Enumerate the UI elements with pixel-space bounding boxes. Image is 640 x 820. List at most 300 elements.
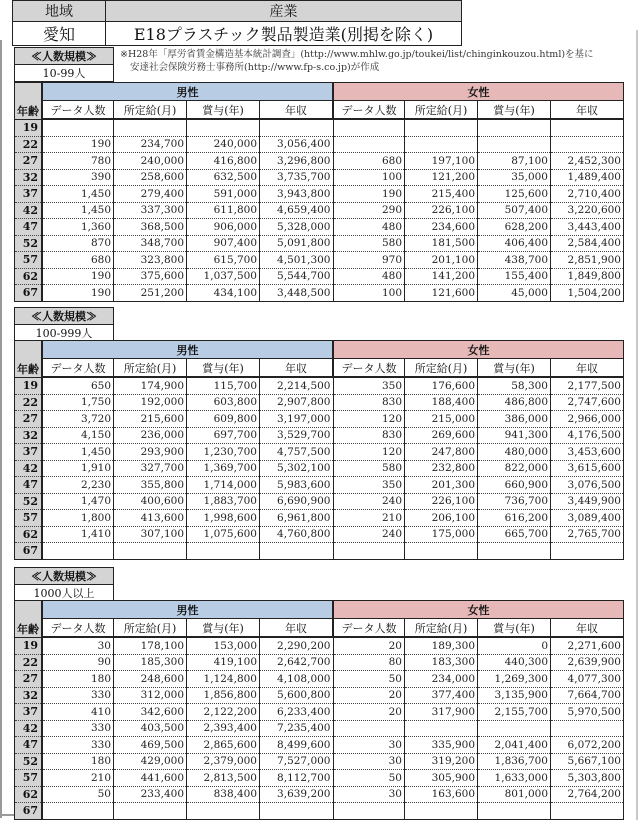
male-value-cell: 178,100	[114, 637, 187, 654]
table-row	[15, 169, 624, 186]
female-value-cell: 210	[333, 510, 405, 527]
female-value-cell: 580	[333, 460, 405, 477]
female-column-header: データ人数	[333, 619, 405, 638]
male-value-cell: 907,400	[187, 235, 260, 252]
female-value-cell: 580	[333, 235, 405, 252]
table-row	[15, 136, 624, 153]
female-value-cell	[478, 803, 551, 820]
table-row	[15, 444, 624, 461]
female-value-cell: 4,077,300	[551, 671, 624, 688]
table-row	[15, 637, 624, 654]
male-value-cell: 870	[42, 235, 114, 252]
male-value-cell: 4,760,800	[260, 526, 334, 543]
female-value-cell: 215,000	[405, 411, 478, 428]
male-value-cell	[114, 119, 187, 136]
page-frame-left	[0, 40, 6, 818]
male-value-cell: 3,735,700	[260, 169, 334, 186]
size-box	[14, 307, 114, 342]
male-value-cell: 441,600	[114, 770, 187, 787]
male-value-cell: 2,122,200	[187, 704, 260, 721]
male-value-cell: 115,700	[187, 377, 260, 394]
female-value-cell: 350	[333, 477, 405, 494]
male-value-cell: 4,659,400	[260, 202, 334, 219]
male-value-cell: 6,233,400	[260, 704, 334, 721]
female-value-cell: 175,000	[405, 526, 478, 543]
male-value-cell: 153,000	[187, 637, 260, 654]
table-row	[15, 753, 624, 770]
female-value-cell: 206,100	[405, 510, 478, 527]
female-value-cell: 141,200	[405, 268, 478, 285]
female-value-cell: 189,300	[405, 637, 478, 654]
female-value-cell: 6,072,200	[551, 737, 624, 754]
female-value-cell: 20	[333, 637, 405, 654]
female-value-cell: 188,400	[405, 394, 478, 411]
male-value-cell: 233,400	[114, 786, 187, 803]
source-note-line1: ※H28年「厚労省賃金構造基本統計調査」(http://www.mhlw.go.jp/toukei/list/chinginkouzou.html)を基に	[120, 49, 594, 60]
female-value-cell	[405, 119, 478, 136]
table-row	[15, 153, 624, 170]
female-value-cell: 2,041,400	[478, 737, 551, 754]
age-cell: 57	[15, 770, 43, 787]
male-value-cell: 50	[42, 786, 114, 803]
female-value-cell	[551, 720, 624, 737]
age-cell: 42	[15, 460, 43, 477]
age-cell: 62	[15, 786, 43, 803]
age-header: 年齢	[15, 83, 43, 120]
size-value: 1000人以上	[15, 585, 114, 602]
male-value-cell: 3,448,500	[260, 285, 334, 302]
female-value-cell: 486,800	[478, 394, 551, 411]
female-value-cell: 2,452,300	[551, 153, 624, 170]
female-value-cell	[333, 119, 405, 136]
male-value-cell: 1,856,800	[187, 687, 260, 704]
male-value-cell: 8,499,600	[260, 737, 334, 754]
female-value-cell: 226,100	[405, 493, 478, 510]
table-row	[15, 377, 624, 394]
age-cell: 47	[15, 477, 43, 494]
age-cell: 47	[15, 737, 43, 754]
table-row	[15, 803, 624, 820]
male-value-cell: 1,470	[42, 493, 114, 510]
male-value-cell	[42, 543, 114, 560]
female-value-cell	[478, 543, 551, 560]
age-cell: 47	[15, 219, 43, 236]
salary-table	[14, 82, 624, 302]
male-value-cell: 416,800	[187, 153, 260, 170]
table-row	[15, 493, 624, 510]
female-value-cell: 181,500	[405, 235, 478, 252]
table-row	[15, 720, 624, 737]
age-cell: 22	[15, 394, 43, 411]
female-value-cell: 121,200	[405, 169, 478, 186]
table-row	[15, 704, 624, 721]
male-value-cell: 697,700	[187, 427, 260, 444]
male-value-cell	[42, 119, 114, 136]
table-row	[15, 202, 624, 219]
female-value-cell: 2,639,900	[551, 654, 624, 671]
female-value-cell: 830	[333, 427, 405, 444]
male-value-cell: 4,108,000	[260, 671, 334, 688]
table-row	[15, 654, 624, 671]
male-value-cell: 174,900	[114, 377, 187, 394]
female-value-cell: 247,800	[405, 444, 478, 461]
female-value-cell: 3,089,400	[551, 510, 624, 527]
male-value-cell: 780	[42, 153, 114, 170]
male-value-cell: 185,300	[114, 654, 187, 671]
male-value-cell: 1,750	[42, 394, 114, 411]
male-value-cell: 3,529,700	[260, 427, 334, 444]
male-value-cell: 251,200	[114, 285, 187, 302]
male-value-cell: 5,302,100	[260, 460, 334, 477]
male-value-cell: 3,296,800	[260, 153, 334, 170]
male-value-cell	[260, 543, 334, 560]
female-value-cell	[551, 543, 624, 560]
male-value-cell: 368,500	[114, 219, 187, 236]
female-value-cell: 1,849,800	[551, 268, 624, 285]
female-value-cell: 377,400	[405, 687, 478, 704]
female-value-cell: 232,800	[405, 460, 478, 477]
female-value-cell: 45,000	[478, 285, 551, 302]
female-value-cell: 1,269,300	[478, 671, 551, 688]
table-row	[15, 510, 624, 527]
male-value-cell: 7,527,000	[260, 753, 334, 770]
female-value-cell: 1,504,200	[551, 285, 624, 302]
male-value-cell: 1,230,700	[187, 444, 260, 461]
male-value-cell: 30	[42, 637, 114, 654]
male-value-cell: 1,450	[42, 202, 114, 219]
female-column-header: データ人数	[333, 359, 405, 378]
male-value-cell: 390	[42, 169, 114, 186]
female-column-header: 所定給(月)	[405, 619, 478, 638]
age-cell: 67	[15, 543, 43, 560]
male-value-cell: 348,700	[114, 235, 187, 252]
female-value-cell: 440,300	[478, 654, 551, 671]
age-cell: 52	[15, 235, 43, 252]
male-value-cell: 234,700	[114, 136, 187, 153]
male-value-cell: 5,328,000	[260, 219, 334, 236]
age-cell: 27	[15, 153, 43, 170]
table-row	[15, 219, 624, 236]
female-value-cell: 2,177,500	[551, 377, 624, 394]
female-value-cell: 226,100	[405, 202, 478, 219]
male-value-cell	[187, 119, 260, 136]
male-value-cell: 1,360	[42, 219, 114, 236]
female-value-cell: 87,100	[478, 153, 551, 170]
table-row	[15, 526, 624, 543]
region-value: 愛知	[13, 22, 106, 46]
male-value-cell: 838,400	[187, 786, 260, 803]
female-value-cell: 319,200	[405, 753, 478, 770]
female-column-header: 賞与(年)	[478, 619, 551, 638]
male-value-cell: 330	[42, 737, 114, 754]
female-value-cell: 100	[333, 169, 405, 186]
female-column-header: 年収	[551, 619, 624, 638]
female-value-cell: 665,700	[478, 526, 551, 543]
female-value-cell: 1,489,400	[551, 169, 624, 186]
male-column-header: 所定給(月)	[114, 101, 187, 120]
female-value-cell	[333, 136, 405, 153]
male-value-cell: 337,300	[114, 202, 187, 219]
male-value-cell: 7,235,400	[260, 720, 334, 737]
male-value-cell: 2,290,200	[260, 637, 334, 654]
male-value-cell: 603,800	[187, 394, 260, 411]
male-column-header: データ人数	[42, 619, 114, 638]
industry-value: E18プラスチック製品製造業(別掲を除く)	[106, 22, 462, 46]
female-value-cell: 50	[333, 671, 405, 688]
age-cell: 52	[15, 753, 43, 770]
male-value-cell: 248,600	[114, 671, 187, 688]
female-column-header: データ人数	[333, 101, 405, 120]
male-value-cell: 1,450	[42, 444, 114, 461]
male-value-cell	[260, 119, 334, 136]
age-cell: 19	[15, 377, 43, 394]
male-header: 男性	[42, 341, 333, 359]
table-row	[15, 477, 624, 494]
male-value-cell: 3,056,400	[260, 136, 334, 153]
male-value-cell: 327,700	[114, 460, 187, 477]
male-column-header: 所定給(月)	[114, 359, 187, 378]
male-value-cell: 190	[42, 268, 114, 285]
age-cell: 67	[15, 285, 43, 302]
size-value: 100-999人	[15, 325, 114, 342]
male-value-cell	[260, 803, 334, 820]
female-value-cell: 240	[333, 526, 405, 543]
age-cell: 37	[15, 186, 43, 203]
male-value-cell: 180	[42, 671, 114, 688]
male-value-cell: 403,500	[114, 720, 187, 737]
female-value-cell: 183,300	[405, 654, 478, 671]
female-value-cell: 3,615,600	[551, 460, 624, 477]
female-value-cell: 30	[333, 753, 405, 770]
female-value-cell: 628,200	[478, 219, 551, 236]
male-value-cell: 240,000	[114, 153, 187, 170]
female-value-cell: 0	[478, 637, 551, 654]
female-value-cell: 480	[333, 219, 405, 236]
female-value-cell	[478, 136, 551, 153]
male-value-cell: 2,230	[42, 477, 114, 494]
female-value-cell: 163,600	[405, 786, 478, 803]
male-value-cell: 680	[42, 252, 114, 269]
male-value-cell: 5,983,600	[260, 477, 334, 494]
male-value-cell: 279,400	[114, 186, 187, 203]
size-label: ≪人数規模≫	[15, 568, 114, 585]
male-column-header: 年収	[260, 101, 334, 120]
male-column-header: 年収	[260, 359, 334, 378]
salary-table	[14, 600, 624, 820]
female-value-cell: 305,900	[405, 770, 478, 787]
male-value-cell: 330	[42, 687, 114, 704]
male-value-cell: 5,600,800	[260, 687, 334, 704]
female-value-cell: 480	[333, 268, 405, 285]
female-value-cell: 80	[333, 654, 405, 671]
female-value-cell	[551, 119, 624, 136]
age-cell: 32	[15, 427, 43, 444]
male-value-cell: 192,000	[114, 394, 187, 411]
male-value-cell: 1,124,800	[187, 671, 260, 688]
female-value-cell	[405, 136, 478, 153]
female-value-cell: 1,633,000	[478, 770, 551, 787]
age-cell: 22	[15, 654, 43, 671]
table-row	[15, 268, 624, 285]
female-value-cell: 736,700	[478, 493, 551, 510]
male-value-cell: 307,100	[114, 526, 187, 543]
age-cell: 32	[15, 687, 43, 704]
table-row	[15, 119, 624, 136]
male-value-cell: 330	[42, 720, 114, 737]
male-value-cell: 1,883,700	[187, 493, 260, 510]
female-value-cell: 830	[333, 394, 405, 411]
size-label: ≪人数規模≫	[15, 48, 114, 65]
male-value-cell: 323,800	[114, 252, 187, 269]
female-value-cell: 386,000	[478, 411, 551, 428]
male-value-cell: 240,000	[187, 136, 260, 153]
male-value-cell	[114, 803, 187, 820]
male-value-cell: 4,150	[42, 427, 114, 444]
table-row	[15, 460, 624, 477]
male-value-cell: 5,544,700	[260, 268, 334, 285]
female-value-cell: 317,900	[405, 704, 478, 721]
male-value-cell	[187, 803, 260, 820]
female-value-cell: 2,155,700	[478, 704, 551, 721]
male-value-cell: 1,075,600	[187, 526, 260, 543]
table-row	[15, 427, 624, 444]
female-header: 女性	[333, 601, 624, 619]
female-column-header: 所定給(月)	[405, 101, 478, 120]
male-value-cell: 258,600	[114, 169, 187, 186]
female-value-cell: 616,200	[478, 510, 551, 527]
female-value-cell: 190	[333, 186, 405, 203]
male-column-header: 所定給(月)	[114, 619, 187, 638]
male-value-cell: 4,757,500	[260, 444, 334, 461]
age-cell: 42	[15, 202, 43, 219]
male-value-cell: 1,910	[42, 460, 114, 477]
male-value-cell: 632,500	[187, 169, 260, 186]
male-value-cell: 2,642,700	[260, 654, 334, 671]
age-cell: 37	[15, 444, 43, 461]
male-value-cell: 3,943,800	[260, 186, 334, 203]
female-value-cell: 3,453,600	[551, 444, 624, 461]
female-value-cell: 480,000	[478, 444, 551, 461]
male-value-cell: 236,000	[114, 427, 187, 444]
male-column-header: データ人数	[42, 359, 114, 378]
female-value-cell: 507,400	[478, 202, 551, 219]
male-value-cell: 469,500	[114, 737, 187, 754]
industry-label: 産業	[106, 1, 462, 22]
age-cell: 42	[15, 720, 43, 737]
female-value-cell: 680	[333, 153, 405, 170]
female-value-cell: 7,664,700	[551, 687, 624, 704]
female-value-cell: 3,443,400	[551, 219, 624, 236]
male-value-cell: 429,000	[114, 753, 187, 770]
female-value-cell: 120	[333, 444, 405, 461]
age-cell: 52	[15, 493, 43, 510]
female-value-cell: 201,100	[405, 252, 478, 269]
female-value-cell: 234,600	[405, 219, 478, 236]
size-box	[14, 567, 114, 602]
male-value-cell: 293,900	[114, 444, 187, 461]
female-value-cell: 20	[333, 704, 405, 721]
female-value-cell: 4,176,500	[551, 427, 624, 444]
female-value-cell: 30	[333, 786, 405, 803]
male-value-cell: 375,600	[114, 268, 187, 285]
female-value-cell: 3,449,900	[551, 493, 624, 510]
age-cell: 27	[15, 411, 43, 428]
male-value-cell: 355,800	[114, 477, 187, 494]
female-value-cell: 120	[333, 411, 405, 428]
page-frame-right	[636, 30, 638, 820]
source-note	[120, 48, 594, 74]
female-value-cell: 1,836,700	[478, 753, 551, 770]
male-value-cell: 2,379,000	[187, 753, 260, 770]
female-column-header: 所定給(月)	[405, 359, 478, 378]
male-value-cell: 591,000	[187, 186, 260, 203]
female-value-cell: 350	[333, 377, 405, 394]
male-column-header: 賞与(年)	[187, 101, 260, 120]
female-value-cell: 801,000	[478, 786, 551, 803]
female-value-cell: 35,000	[478, 169, 551, 186]
male-value-cell: 2,393,400	[187, 720, 260, 737]
table-row	[15, 186, 624, 203]
female-value-cell: 5,303,800	[551, 770, 624, 787]
male-header: 男性	[42, 83, 333, 101]
female-value-cell: 215,400	[405, 186, 478, 203]
male-value-cell: 1,037,500	[187, 268, 260, 285]
male-value-cell: 1,714,000	[187, 477, 260, 494]
male-value-cell: 5,091,800	[260, 235, 334, 252]
male-value-cell: 3,197,000	[260, 411, 334, 428]
female-value-cell: 406,400	[478, 235, 551, 252]
male-value-cell: 312,000	[114, 687, 187, 704]
female-value-cell	[333, 803, 405, 820]
male-value-cell: 434,100	[187, 285, 260, 302]
size-box	[14, 47, 114, 82]
region-industry-header	[12, 0, 462, 46]
female-value-cell: 269,600	[405, 427, 478, 444]
age-cell: 19	[15, 637, 43, 654]
table-row	[15, 737, 624, 754]
female-value-cell: 30	[333, 737, 405, 754]
female-value-cell: 3,135,900	[478, 687, 551, 704]
male-column-header: 賞与(年)	[187, 619, 260, 638]
male-value-cell: 342,600	[114, 704, 187, 721]
age-cell: 67	[15, 803, 43, 820]
table-row	[15, 285, 624, 302]
size-value: 10-99人	[15, 65, 114, 82]
table-row	[15, 770, 624, 787]
male-value-cell: 413,600	[114, 510, 187, 527]
male-value-cell: 2,865,600	[187, 737, 260, 754]
female-value-cell: 2,966,000	[551, 411, 624, 428]
female-column-header: 年収	[551, 359, 624, 378]
male-column-header: 賞与(年)	[187, 359, 260, 378]
female-value-cell: 155,400	[478, 268, 551, 285]
female-value-cell: 234,000	[405, 671, 478, 688]
table-row	[15, 235, 624, 252]
male-value-cell: 410	[42, 704, 114, 721]
female-value-cell: 2,271,600	[551, 637, 624, 654]
female-value-cell	[405, 543, 478, 560]
male-value-cell: 6,961,800	[260, 510, 334, 527]
male-value-cell: 419,100	[187, 654, 260, 671]
male-value-cell: 90	[42, 654, 114, 671]
female-value-cell: 125,600	[478, 186, 551, 203]
source-note-line2: 安達社会保険労務士事務所(http://www.fp-s.co.jp)が作成	[130, 62, 380, 73]
female-value-cell	[333, 543, 405, 560]
age-cell: 62	[15, 268, 43, 285]
male-value-cell: 215,600	[114, 411, 187, 428]
male-value-cell: 615,700	[187, 252, 260, 269]
female-header: 女性	[333, 341, 624, 359]
